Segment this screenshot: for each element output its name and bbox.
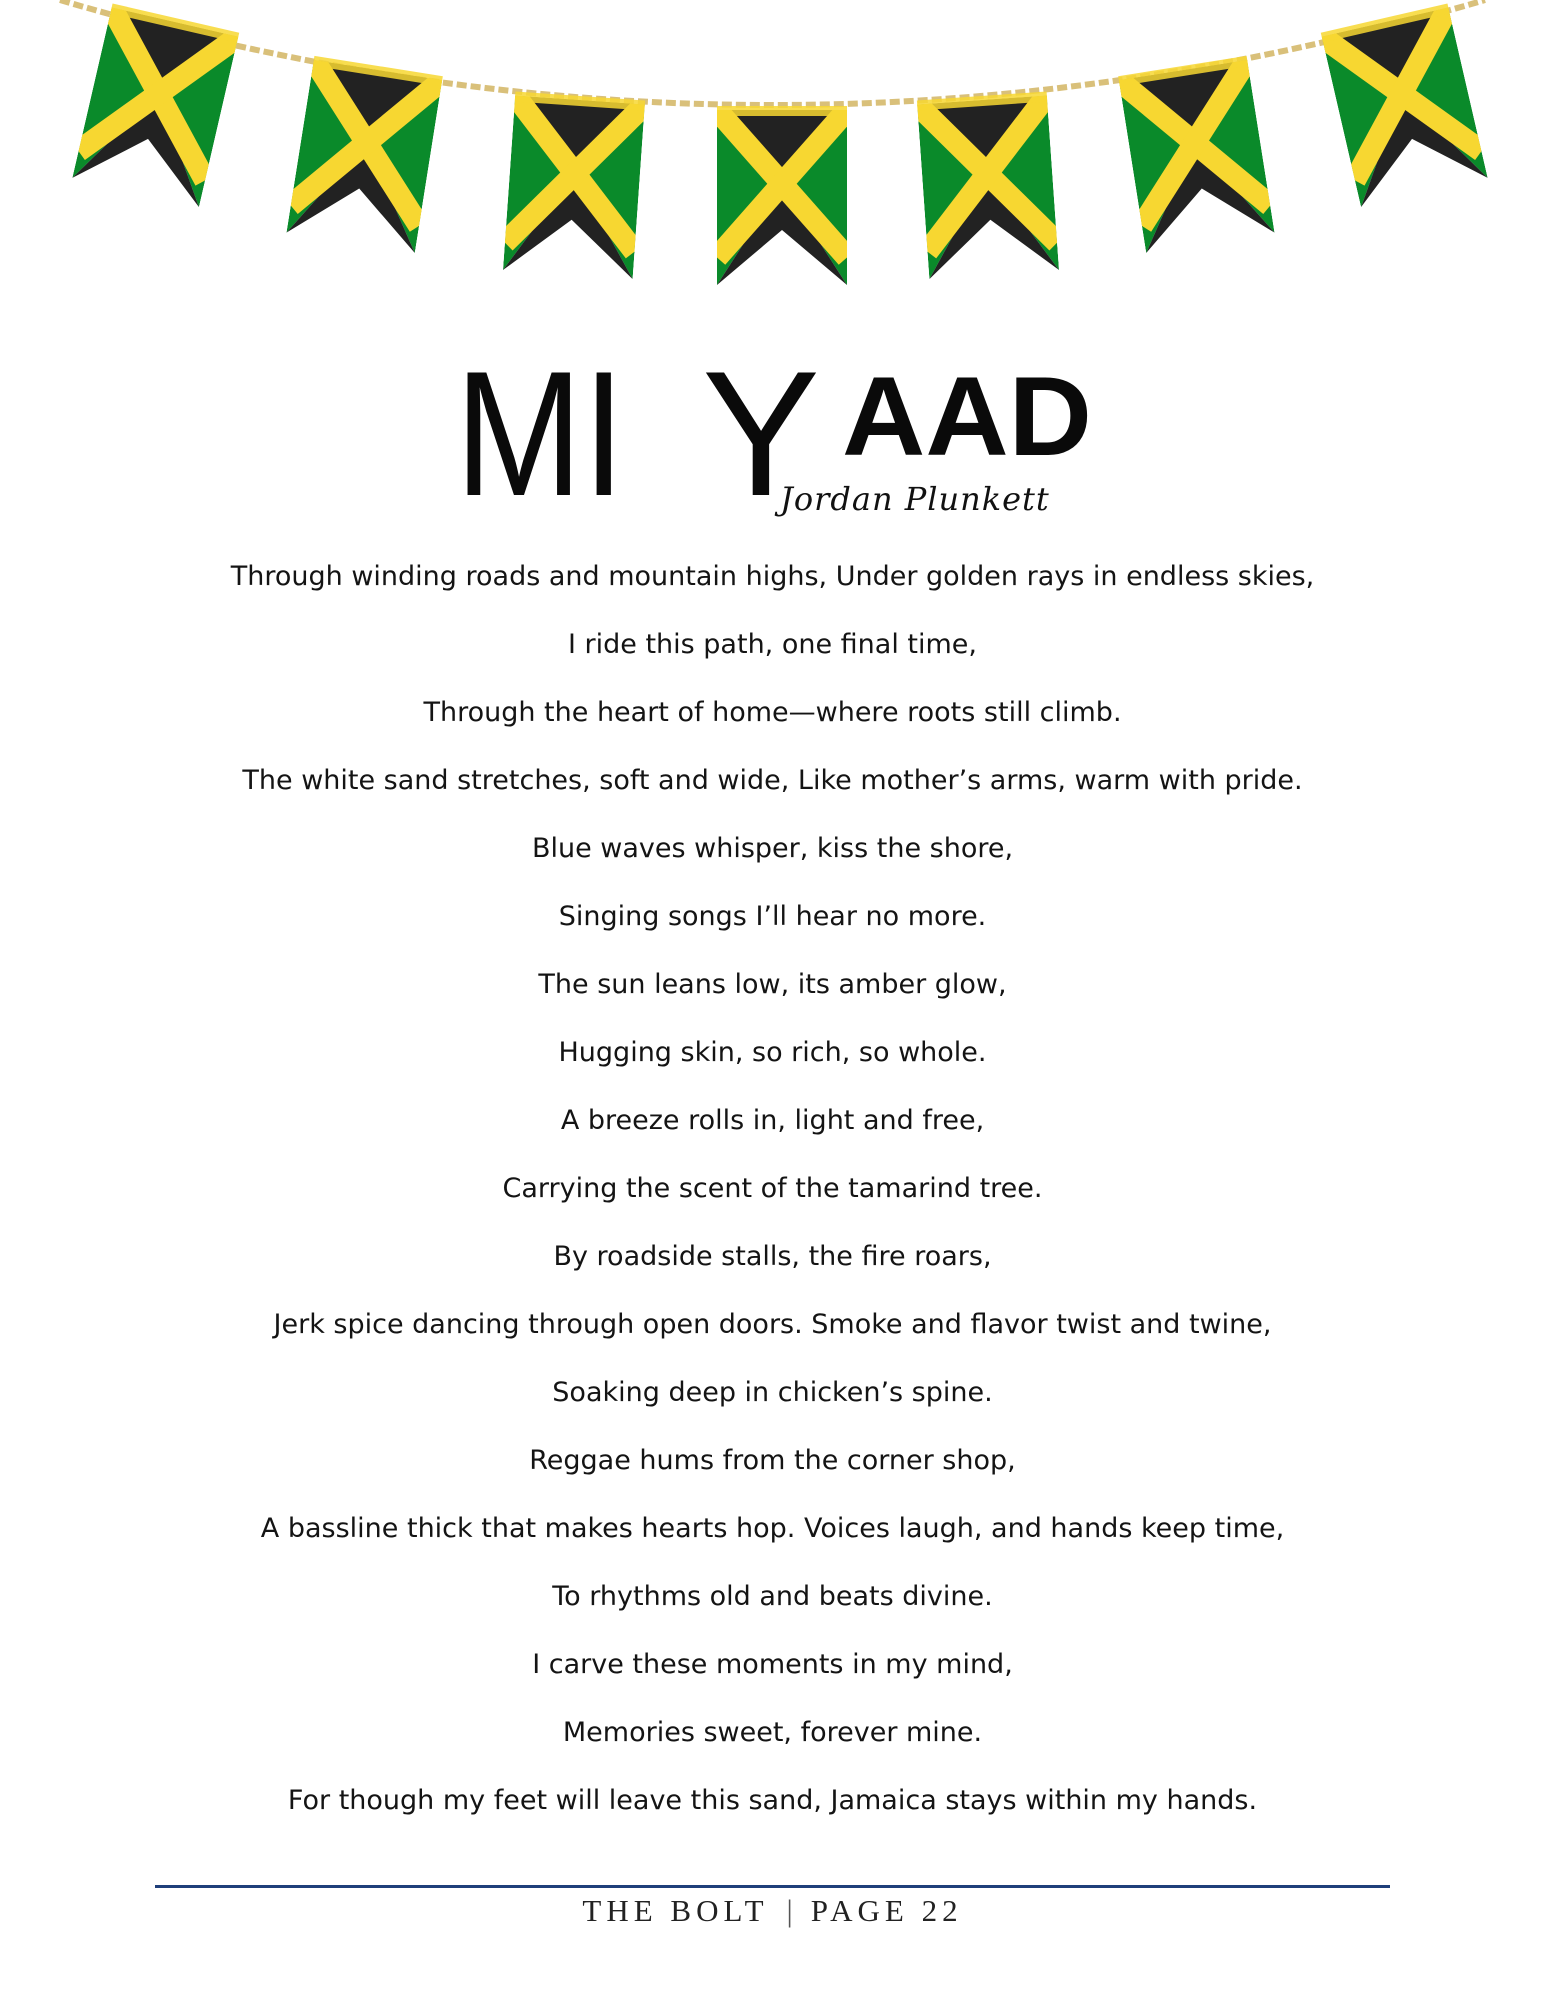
poem-line: Blue waves whisper, kiss the shore,	[531, 833, 1014, 864]
poem-line: Through winding roads and mountain highs, Under golden rays in endless skies,	[230, 561, 1315, 592]
jamaica-flag-icon	[286, 56, 442, 253]
poem-line: Reggae hums from the corner shop,	[529, 1445, 1016, 1476]
page-number: 22	[921, 1893, 963, 1928]
footer-divider	[155, 1885, 1390, 1888]
poem-line: Soaking deep in chicken’s spine.	[552, 1377, 993, 1408]
poem-line: I carve these moments in my mind,	[532, 1649, 1013, 1680]
jamaica-flag-icon	[72, 3, 239, 207]
poem-line: By roadside stalls, the fire roars,	[553, 1241, 992, 1272]
jamaica-flag-icon	[1118, 56, 1274, 253]
poem	[120, 552, 1425, 1844]
poem-line: Hugging skin, so rich, so whole.	[558, 1037, 987, 1068]
jamaica-flag-icon	[1321, 3, 1488, 207]
poem-line: Carrying the scent of the tamarind tree.	[502, 1173, 1043, 1204]
poem-line: A breeze rolls in, light and free,	[560, 1105, 985, 1136]
title-letter-y: Y	[702, 334, 820, 515]
jamaica-flag-icon	[917, 91, 1059, 279]
poem-line: Jerk spice dancing through open doors. Smoke and flavor twist and twine,	[273, 1309, 1272, 1340]
page-label: PAGE	[810, 1893, 909, 1928]
bunting-rope	[60, 0, 1485, 105]
poem-line: To rhythms old and beats divine.	[552, 1581, 993, 1612]
poem-line: Singing songs I’ll hear no more.	[558, 901, 987, 932]
poem-line: The sun leans low, its amber glow,	[538, 969, 1007, 1000]
poem-line: Through the heart of home—where roots still climb.	[423, 697, 1122, 728]
poem-line: Memories sweet, forever mine.	[562, 1717, 983, 1748]
flag-bunting	[0, 0, 1545, 300]
page-footer	[0, 1893, 1545, 1929]
title-word-mi: MI	[455, 334, 625, 515]
publication-name: THE BOLT	[582, 1893, 769, 1928]
poem-line: The white sand stretches, soft and wide, Like mother’s arms, warm with pride.	[242, 765, 1303, 796]
poem-line: I ride this path, one final time,	[567, 629, 978, 660]
poem-line: A bassline thick that makes hearts hop. Voices laugh, and hands keep time,	[260, 1513, 1285, 1544]
page-title	[0, 325, 1545, 515]
jamaica-flag-icon	[717, 106, 847, 285]
title-letters-aad: AAD	[842, 354, 1092, 479]
footer-separator: |	[786, 1893, 793, 1928]
poem-line: For though my feet will leave this sand, Jamaica stays within my hands.	[287, 1785, 1258, 1816]
jamaica-flag-icon	[503, 91, 645, 279]
author-name: Jordan Plunkett	[780, 480, 1050, 518]
